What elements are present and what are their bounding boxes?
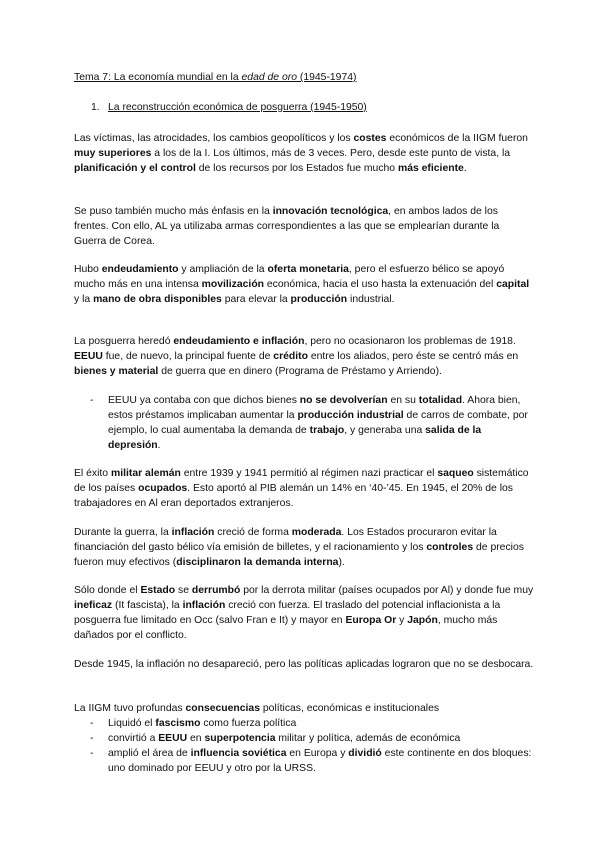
- text-run: y: [396, 615, 408, 626]
- text-run: , mucho más dañados por el conflicto.: [74, 615, 498, 641]
- text-run: este continente en dos bloques: uno dominado por EEUU y otro por la URSS.: [108, 748, 532, 774]
- paragraph-7: [74, 583, 534, 643]
- bold-run: movilización: [201, 279, 265, 290]
- bullet-dash: -: [90, 748, 94, 759]
- text-run: militar y política, además de económica: [275, 733, 461, 744]
- bold-run: más eficiente: [397, 163, 464, 174]
- text-run: . Esto aportó al PIB alemán un 14% en ‘40-’45. En 1945, el 20% de los trabajadores en Al eran deportados extranjeros.: [74, 483, 513, 509]
- bullet-dash: -: [90, 718, 94, 729]
- bold-run: endeudamiento: [101, 264, 179, 275]
- text-run: creció con fuerza. El traslado del potencial inflacionista a la posguerra fue limitado en Occ (salvo Fran e It) y mayor en: [74, 600, 501, 626]
- paragraph-3: [74, 262, 534, 307]
- text-run: sistemático de los países: [74, 468, 529, 494]
- bold-run: influencia soviética: [190, 748, 287, 759]
- text-run: industrial.: [347, 294, 395, 305]
- text-run: , en ambos lados de los frentes. Con ello, AL ya utilizaba armas correspondientes a las que se emplearían durante la Guerra de Corea.: [74, 206, 500, 247]
- text-run: Hubo: [74, 264, 102, 275]
- text-run: como fuerza política: [200, 718, 297, 729]
- text-run: Liquidó el: [108, 718, 156, 729]
- bold-run: capital: [496, 279, 530, 290]
- bold-run: producción: [290, 294, 348, 305]
- bold-run: totalidad: [418, 395, 463, 406]
- bold-run: disciplinaron la demanda interna: [176, 557, 339, 568]
- bold-run: fascismo: [155, 718, 201, 729]
- text-run: . Los Estados procuraron evitar la financiación del gasto bélico vía emisión de billetes, y el racionamiento y los: [74, 527, 497, 553]
- bold-run: inflación: [182, 600, 226, 611]
- bold-run: oferta monetaria: [267, 264, 349, 275]
- bold-run: no se devolverían: [299, 395, 388, 406]
- document-title: Tema 7: La economía mundial en la edad de oro (1945-1974): [74, 72, 357, 83]
- text-run: El éxito: [74, 468, 111, 479]
- text-run: ).: [338, 557, 345, 568]
- text-run: Sólo donde el: [74, 585, 141, 596]
- bold-run: salida de la depresión: [108, 425, 482, 451]
- text-run: , pero no ocasionaron los problemas de 1918.: [304, 336, 516, 347]
- bold-run: ineficaz: [74, 600, 113, 611]
- text-run: económica, hacia el uso hasta la extenuación del: [264, 279, 497, 290]
- bold-run: costes: [353, 133, 387, 144]
- text-run: en: [187, 733, 205, 744]
- text-run: de guerra que en dinero (Programa de Préstamo y Arriendo).: [158, 366, 442, 377]
- bold-run: consecuencias: [185, 703, 260, 714]
- bold-run: dividió: [348, 748, 382, 759]
- bullet-dash: -: [90, 733, 94, 744]
- bold-run: crédito: [273, 351, 308, 362]
- bold-run: EEUU: [74, 351, 103, 362]
- bold-run: Estado: [140, 585, 176, 596]
- text-run: La posguerra heredó: [74, 336, 174, 347]
- text-run: fue, de nuevo, la principal fuente de: [102, 351, 274, 362]
- bold-run: producción industrial: [297, 410, 404, 421]
- paragraph-4: [74, 334, 534, 379]
- paragraph-1: [74, 131, 534, 176]
- paragraph-9: [74, 701, 534, 716]
- bullet-item: [108, 393, 534, 453]
- text-run: amplió el área de: [108, 748, 191, 759]
- bold-run: militar alemán: [110, 468, 181, 479]
- paragraph-2: [74, 204, 534, 249]
- bold-run: inflación: [171, 527, 215, 538]
- bold-run: mano de obra disponibles: [93, 294, 222, 305]
- text-run: .: [463, 163, 467, 174]
- text-run: económicos de la IIGM fueron: [386, 133, 528, 144]
- text-run: de carros de combate, por ejemplo, lo cual aumentaba la demanda de: [108, 410, 528, 436]
- section-number: 1.: [91, 102, 100, 113]
- paragraph-5: [74, 466, 534, 511]
- text-run: creció de forma: [214, 527, 292, 538]
- bullet-dash: -: [90, 395, 94, 406]
- text-run: EEUU ya contaba con que dichos bienes: [108, 395, 300, 406]
- text-run: , pero el esfuerzo bélico se apoyó mucho más en una intensa: [74, 264, 505, 290]
- text-run: La IIGM tuvo profundas: [74, 703, 186, 714]
- bold-run: planificación y el control: [74, 163, 196, 174]
- text-run: y ampliación de la: [178, 264, 268, 275]
- bold-run: muy superiores: [74, 148, 152, 159]
- text-run: de los recursos por los Estados fue mucho: [195, 163, 398, 174]
- bold-run: saqueo: [437, 468, 474, 479]
- bold-run: Japón: [407, 615, 438, 626]
- text-run: convirtió a: [108, 733, 159, 744]
- bold-run: controles: [426, 542, 474, 553]
- bold-run: endeudamiento e inflación: [173, 336, 305, 347]
- text-run: entre los aliados, pero éste se centró más en: [307, 351, 519, 362]
- bold-run: EEUU: [158, 733, 188, 744]
- text-run: Desde 1945, la inflación no desapareció, pero las políticas aplicadas lograron que no se desbocara.: [74, 659, 534, 670]
- text-run: entre 1939 y 1941 permitió al régimen nazi practicar el: [180, 468, 438, 479]
- text-run: , y generaba una: [344, 425, 426, 436]
- text-run: para elevar la: [221, 294, 291, 305]
- bold-run: Europa Or: [345, 615, 397, 626]
- text-run: Durante la guerra, la: [74, 527, 172, 538]
- bold-run: innovación tecnológica: [272, 206, 389, 217]
- bold-run: superpotencia: [204, 733, 276, 744]
- text-run: .: [157, 440, 161, 451]
- text-run: por la derrota militar (países ocupados por Al) y donde fue muy: [240, 585, 534, 596]
- text-run: de precios fueron muy efectivos (: [74, 542, 524, 568]
- bold-run: trabajo: [309, 425, 345, 436]
- bold-run: bienes y material: [74, 366, 159, 377]
- bullet-item: [108, 746, 534, 776]
- paragraph-8: [74, 657, 534, 672]
- text-run: (It fascista), la: [112, 600, 183, 611]
- text-run: en su: [387, 395, 419, 406]
- text-run: se: [175, 585, 192, 596]
- text-run: . Ahora bien, estos préstamos implicaban aumentar la: [108, 395, 521, 421]
- bullet-item: [108, 716, 534, 731]
- text-run: en Europa y: [286, 748, 349, 759]
- text-run: a los de la I. Los últimos, más de 3 veces. Pero, desde este punto de vista, la: [151, 148, 511, 159]
- bold-run: ocupados: [138, 483, 188, 494]
- bullet-item: [108, 731, 534, 746]
- bold-run: moderada: [291, 527, 342, 538]
- text-run: Las víctimas, las atrocidades, los cambios geopolíticos y los: [74, 133, 354, 144]
- text-run: políticas, económicas e institucionales: [260, 703, 440, 714]
- section-heading: La reconstrucción económica de posguerra (1945-1950): [108, 102, 367, 113]
- bold-run: derrumbó: [191, 585, 241, 596]
- text-run: Se puso también mucho más énfasis en la: [74, 206, 273, 217]
- text-run: y la: [74, 294, 94, 305]
- paragraph-6: [74, 525, 534, 570]
